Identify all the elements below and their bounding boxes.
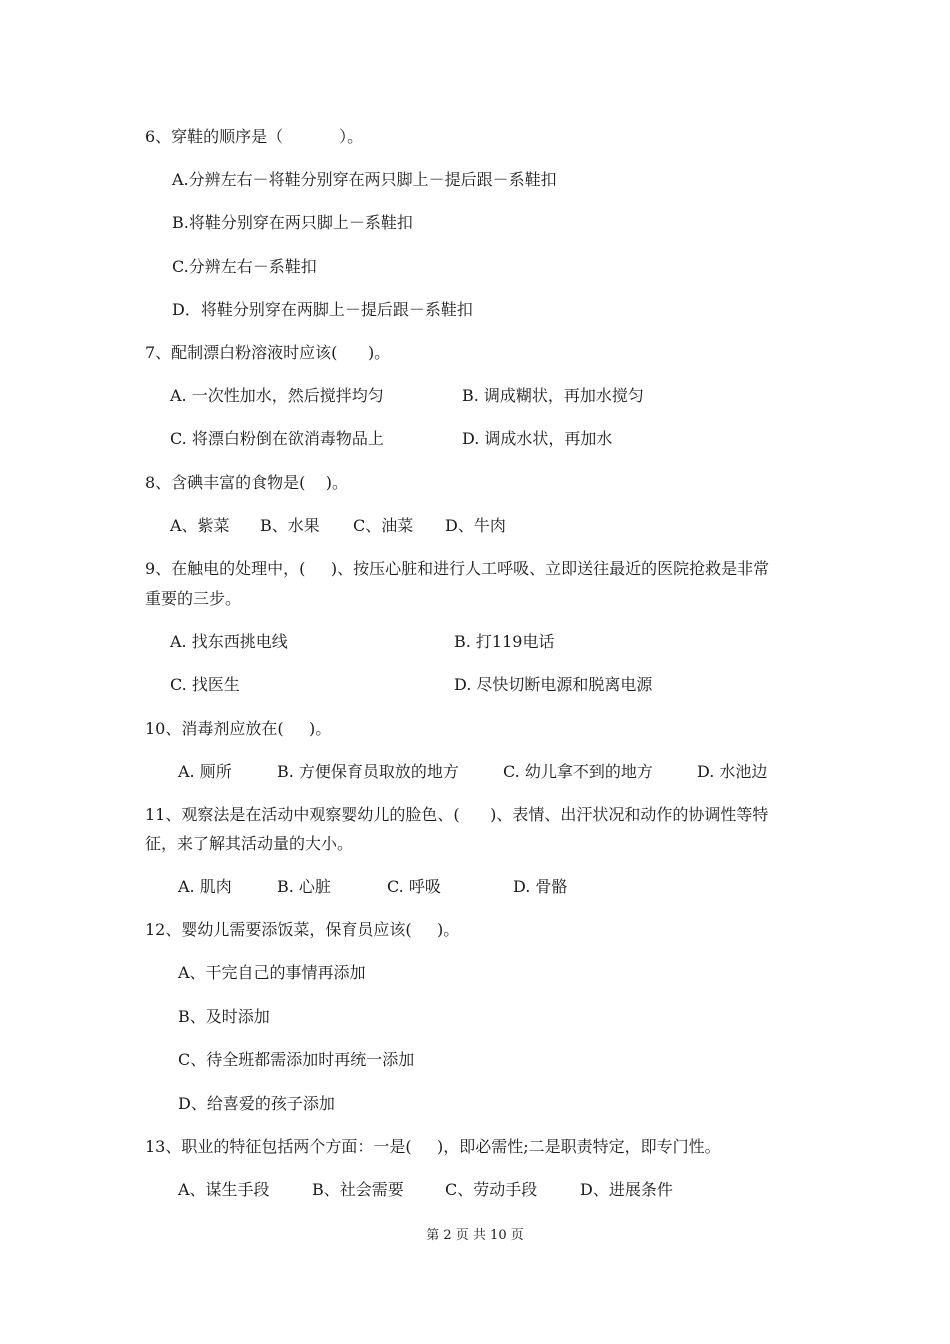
question-9-stem-line-2: 重要的三步。 [145,589,242,608]
question-11-option-b: B. 心脏 [277,877,331,896]
question-10-option-a: A. 厕所 [178,762,232,781]
question-9-stem-line-1: 9、在触电的处理中，( )、按压心脏和进行人工呼吸、立即送往最近的医院抢救是非常 [145,559,770,578]
question-10-stem: 10、消毒剂应放在( )。 [145,719,332,738]
question-6-option-c: C.分辨左右－系鞋扣 [172,257,317,276]
question-11-stem-line-2: 征，来了解其活动量的大小。 [145,834,354,853]
question-13-option-d: D、进展条件 [580,1180,673,1199]
question-12-option-d: D、给喜爱的孩子添加 [178,1094,335,1113]
question-7-option-b: B. 调成糊状，再加水搅匀 [462,386,644,405]
question-8-option-b: B、水果 [260,516,320,535]
question-11-option-c: C. 呼吸 [387,877,441,896]
question-12-option-c: C、待全班都需添加时再统一添加 [178,1050,415,1069]
page-number: 第 2 页 共 10 页 [426,1228,524,1243]
question-10-option-c: C. 幼儿拿不到的地方 [503,762,653,781]
question-6-stem: 6、穿鞋的顺序是（ ）。 [145,127,364,146]
question-12-option-a: A、干完自己的事情再添加 [178,963,366,982]
question-9-option-a: A. 找东西挑电线 [170,632,288,651]
question-8-option-a: A、紫菜 [170,516,230,535]
question-9-option-b: B. 打119电话 [454,632,555,651]
question-6-option-d: D．将鞋分别穿在两脚上－提后跟－系鞋扣 [172,300,473,319]
question-7-option-a: A. 一次性加水，然后搅拌均匀 [170,386,384,405]
question-9-option-d: D. 尽快切断电源和脱离电源 [454,675,653,694]
question-13-option-c: C、劳动手段 [445,1180,538,1199]
question-11-option-d: D. 骨骼 [513,877,568,896]
question-8-option-d: D、牛肉 [445,516,506,535]
question-8-option-c: C、油菜 [353,516,414,535]
question-6-option-b: B.将鞋分别穿在两只脚上－系鞋扣 [172,213,413,232]
question-11-option-a: A. 肌肉 [178,877,232,896]
question-7-option-d: D. 调成水状，再加水 [462,429,613,448]
question-13-stem: 13、职业的特征包括两个方面：一是( )，即必需性;二是职责特定，即专门性。 [145,1137,721,1156]
question-6-option-a: A.分辨左右－将鞋分别穿在两只脚上－提后跟－系鞋扣 [172,170,557,189]
question-8-stem: 8、含碘丰富的食物是( )。 [145,473,349,492]
question-13-option-a: A、谋生手段 [178,1180,270,1199]
question-9-option-c: C. 找医生 [170,675,240,694]
question-7-stem: 7、配制漂白粉溶液时应该( )。 [145,343,391,362]
question-10-option-b: B. 方便保育员取放的地方 [277,762,459,781]
question-11-stem-line-1: 11、观察法是在活动中观察婴幼儿的脸色、( )、表情、出汗状况和动作的协调性等特 [145,805,769,824]
question-12-option-b: B、及时添加 [178,1007,270,1026]
question-7-option-c: C. 将漂白粉倒在欲消毒物品上 [170,429,384,448]
question-13-option-b: B、社会需要 [312,1180,404,1199]
question-10-option-d: D. 水池边 [697,762,768,781]
question-12-stem: 12、婴幼儿需要添饭菜，保育员应该( )。 [145,920,460,939]
